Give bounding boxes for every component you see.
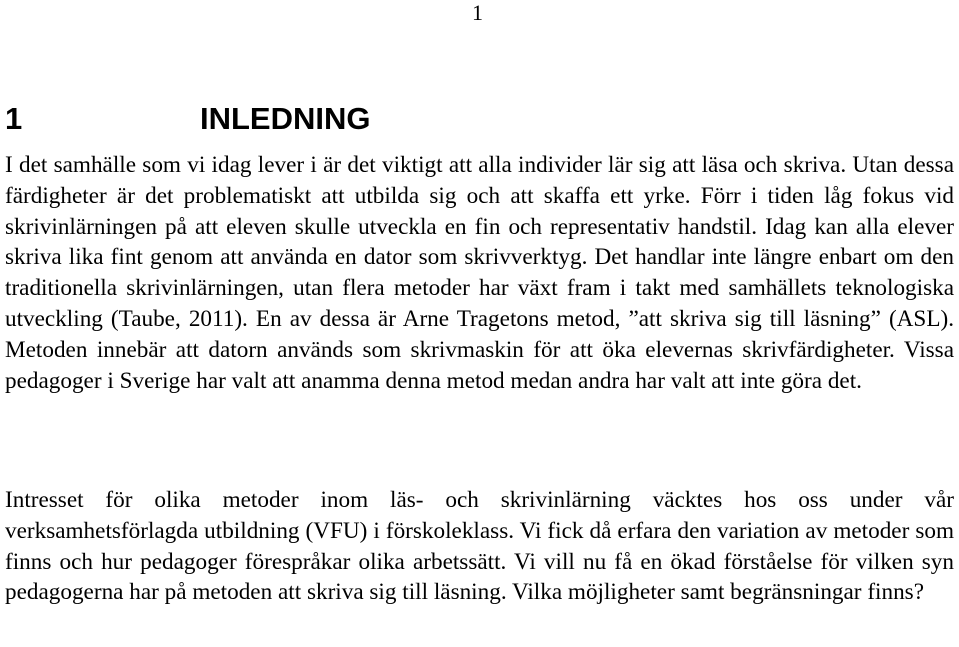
chapter-title: INLEDNING xyxy=(200,101,371,136)
chapter-heading xyxy=(5,100,371,138)
paragraph-2: Intresset för olika metoder inom läs- och skrivinlärning väcktes hos oss under vår verksamhetsförlagda utbildning (VFU) i förskoleklass. Vi fick då erfara den variation av metoder som finns och hur pedagoger förespråkar olika arbetssätt. Vi vill nu få en ökad förståelse för vilken syn pedagogerna har på metoden att skriva sig till läsning. Vilka möjligheter samt begränsningar finns? xyxy=(5,487,954,606)
paragraph-1: I det samhälle som vi idag lever i är det viktigt att alla individer lär sig att läsa och skriva. Utan dessa färdigheter är det problematiskt att utbilda sig och att skaffa ett yrke. Förr i tiden låg fokus vid skrivinlärningen på att eleven skulle utveckla en fin och representativ handstil. Idag kan alla elever skriva lika fint genom att använda en dator som skrivverktyg. Det handlar inte längre enbart om den traditionella skrivinlärningen, utan flera metoder har växt fram i takt med samhällets teknologiska utveckling (Taube, 2011). En av dessa är Arne Tragetons metod, ”att skriva sig till läsning” (ASL). Metoden innebär att datorn används som skrivmaskin för att öka elevernas skrivfärdigheter. Vissa pedagoger i Sverige har valt att anamma denna metod medan andra har valt att inte göra det. xyxy=(5,152,954,394)
page-number: 1 xyxy=(472,0,483,25)
chapter-number: 1 xyxy=(5,101,23,136)
